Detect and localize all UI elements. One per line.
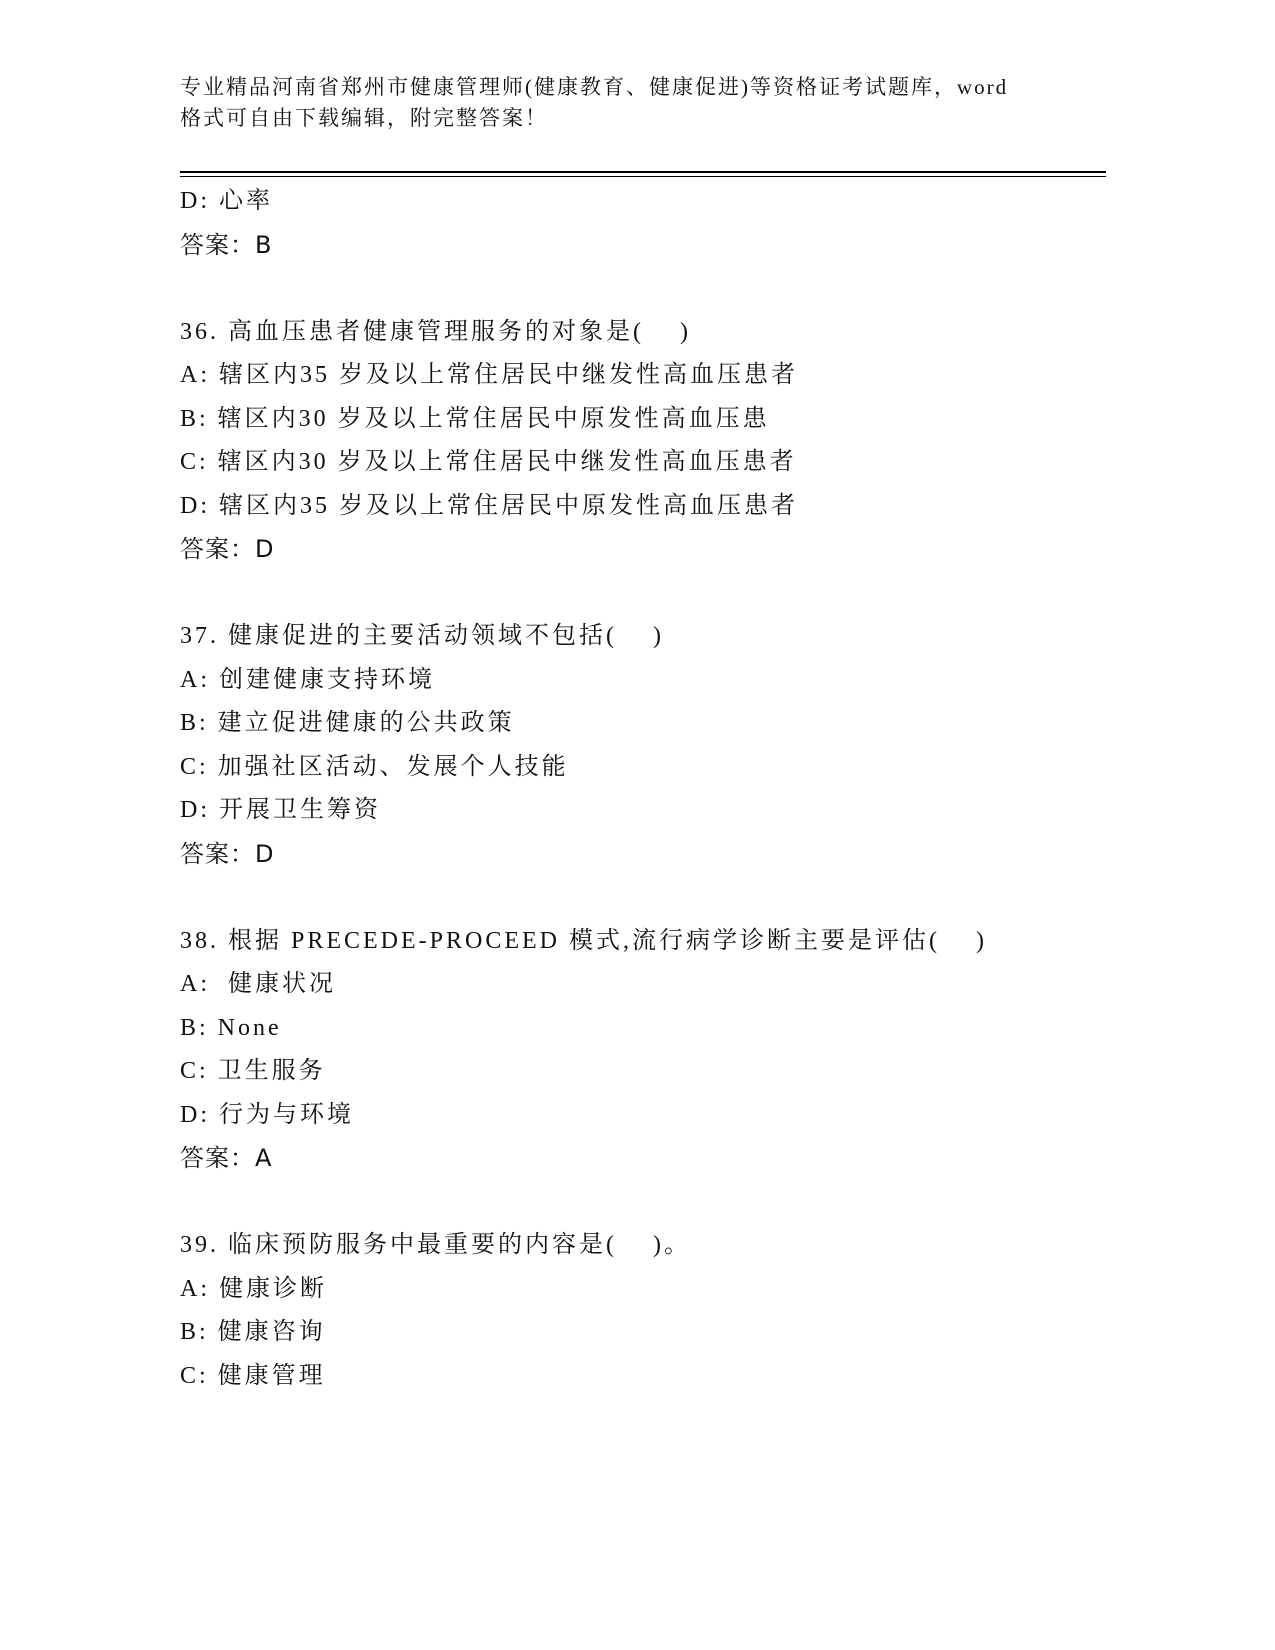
header-line-2: 格式可自由下载编辑，附完整答案！ [180, 106, 548, 130]
question-block [180, 1224, 1100, 1398]
option-text: D: 辖区内35 岁及以上常住居民中原发性高血压患者 [180, 492, 798, 519]
question-block [180, 180, 1100, 267]
answer-text: 答案：D [180, 839, 275, 868]
option-text: D: 心率 [180, 188, 273, 214]
option-text: A: 健康状况 [180, 971, 336, 997]
answer-text: 答案：B [180, 230, 273, 259]
header-divider [180, 171, 1106, 173]
question-text: 38. 根据 PRECEDE-PROCEED 模式,流行病学诊断主要是评估( ) [180, 927, 987, 954]
question-text: 39. 临床预防服务中最重要的内容是( )。 [180, 1232, 691, 1258]
question-block [180, 311, 1100, 572]
option-text: C: 辖区内30 岁及以上常住居民中继发性高血压患者 [180, 449, 797, 475]
document-header [180, 72, 1060, 134]
question-block [180, 920, 1100, 1181]
header-line-1: 专业精品河南省郑州市健康管理师(健康教育、健康促进)等资格证考试题库，word [180, 75, 1009, 99]
option-text: B: 辖区内30 岁及以上常住居民中原发性高血压患 [180, 405, 770, 432]
option-text: B: 建立促进健康的公共政策 [180, 710, 515, 736]
question-text: 37. 健康促进的主要活动领域不包括( ) [180, 623, 664, 649]
spacer [180, 267, 1100, 311]
option-text: C: 加强社区活动、发展个人技能 [180, 753, 569, 780]
spacer [180, 876, 1100, 920]
header-divider-thin [180, 176, 1106, 177]
spacer [180, 1181, 1100, 1225]
question-block [180, 615, 1100, 876]
answer-text: 答案：A [180, 1144, 273, 1172]
answer-text: 答案：D [180, 535, 275, 563]
option-text: C: 卫生服务 [180, 1058, 326, 1084]
option-text: D: 行为与环境 [180, 1101, 354, 1128]
question-text: 36. 高血压患者健康管理服务的对象是( ) [180, 318, 691, 345]
option-text: A: 创建健康支持环境 [180, 666, 435, 693]
option-text: A: 辖区内35 岁及以上常住居民中继发性高血压患者 [180, 362, 798, 388]
option-text: C: 健康管理 [180, 1362, 326, 1389]
option-text: B: 健康咨询 [180, 1319, 326, 1345]
question-list [180, 180, 1100, 1398]
option-text: D: 开展卫生筹资 [180, 797, 381, 823]
spacer [180, 572, 1100, 616]
option-text: B: None [180, 1014, 282, 1041]
option-text: A: 健康诊断 [180, 1275, 327, 1302]
